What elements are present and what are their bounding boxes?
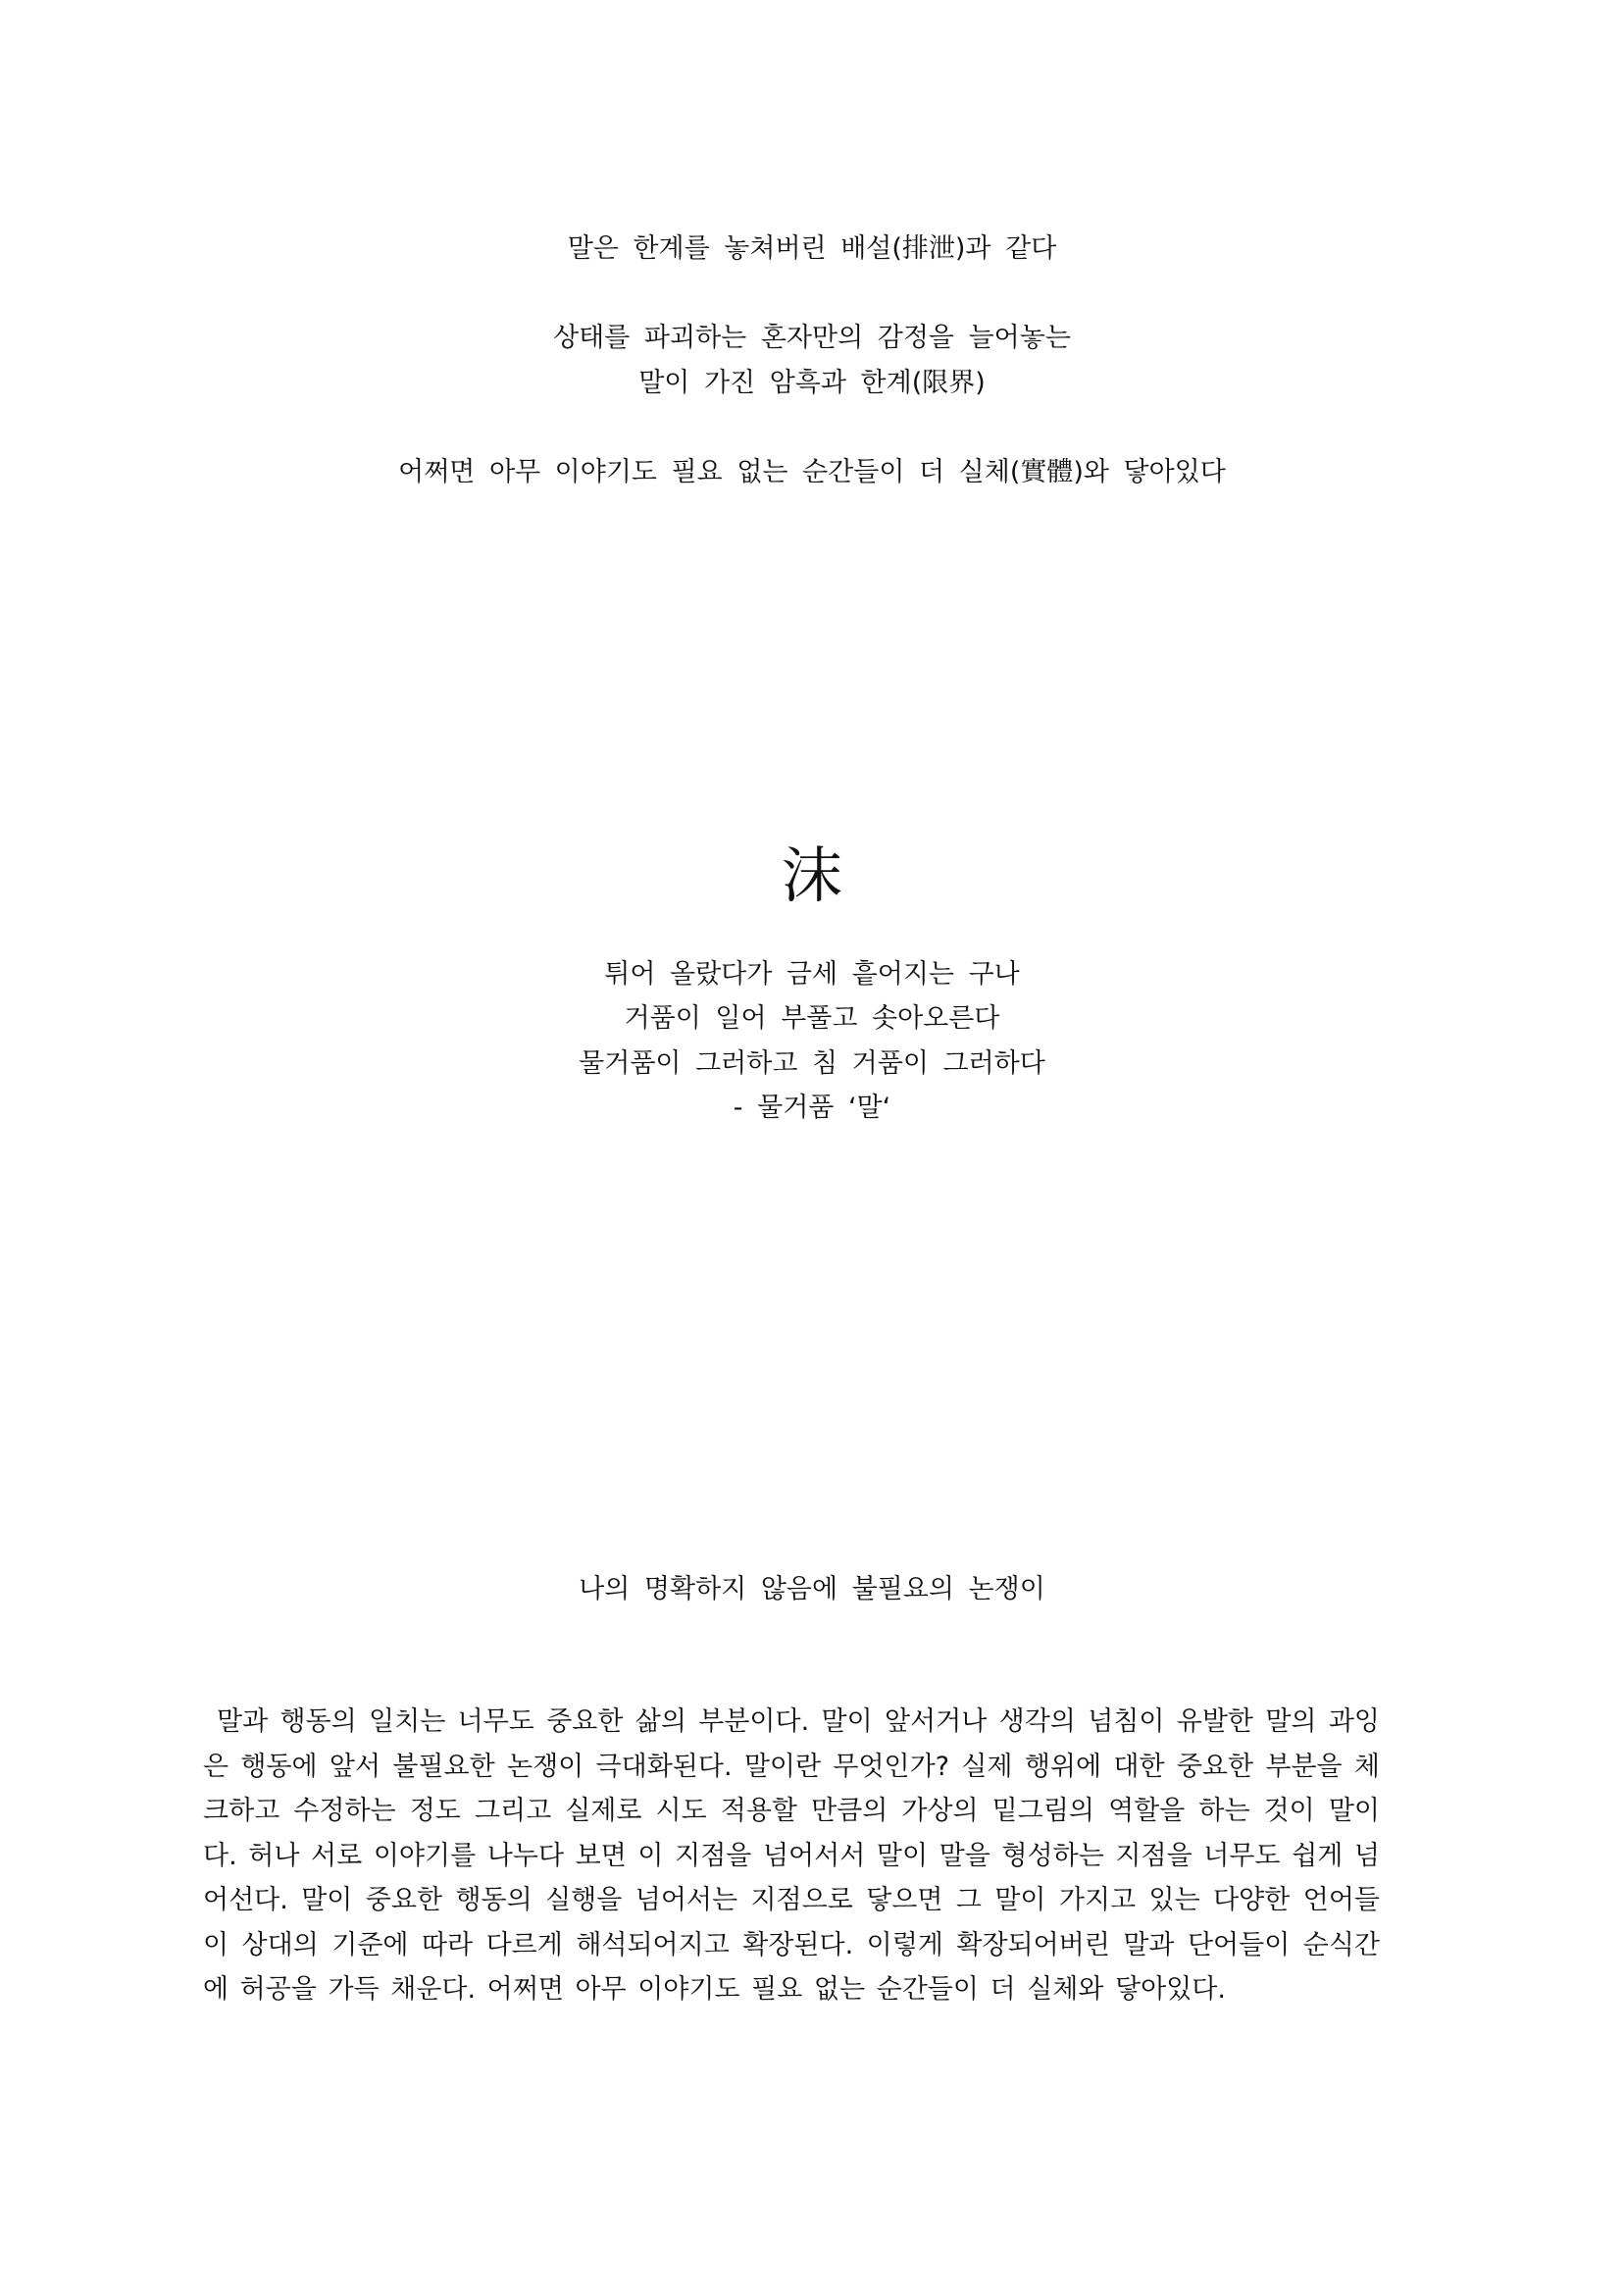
poem-title: 沫: [781, 839, 842, 911]
poem-attribution: - 물거품 ‘말‘: [733, 1093, 891, 1123]
poem-line: 물거품이 그러하고 침 거품이 그러하다: [579, 1048, 1045, 1079]
intro-line: 상태를 파괴하는 혼자만의 감정을 늘어놓는: [553, 323, 1071, 353]
essay-paragraph: 말과 행동의 일치는 너무도 중요한 삶의 부분이다. 말이 앞서거나 생각의 넘침이 유발한 말의 과잉은 행동에 앞서 불필요한 논쟁이 극대화된다. 말이란 무엇인가? 실제 행위에 대한 중요한 부분을 체크하고 수정하는 정도 그리고 실제로 시도 적용할 만큼의 가상의 밑그림의 역할을 하는 것이 말이다. 허나 서로 이야기를 나누다 보면 이 지점을 넘어서서 말이 말을 형성하는 지점을 너무도 쉽게 넘어선다. 말이 중요한 행동의 실행을 넘어서는 지점으로 닿으면 그 말이 가지고 있는 다양한 언어들이 상대의 기준에 따라 다르게 해석되어지고 확장된다. 이렇게 확장되어버린 말과 단어들이 순식간에 허공을 가득 채운다. 어쩌면 아무 이야기도 필요 없는 순간들이 더 실체와 닿아있다.: [203, 1706, 1380, 2005]
intro-line: 말은 한계를 놓쳐버린 배설(排泄)과 같다: [567, 233, 1057, 264]
intro-line: 어쩌면 아무 이야기도 필요 없는 순간들이 더 실체(實體)와 닿아있다: [398, 457, 1226, 487]
essay-heading: 나의 명확하지 않음에 불필요의 논쟁이: [579, 1574, 1045, 1604]
poem-line: 거품이 일어 부풀고 솟아오른다: [624, 1003, 1000, 1034]
intro-line: 말이 가진 암흑과 한계(限界): [638, 368, 986, 398]
poem-line: 튀어 올랐다가 금세 흩어지는 구나: [604, 959, 1020, 990]
